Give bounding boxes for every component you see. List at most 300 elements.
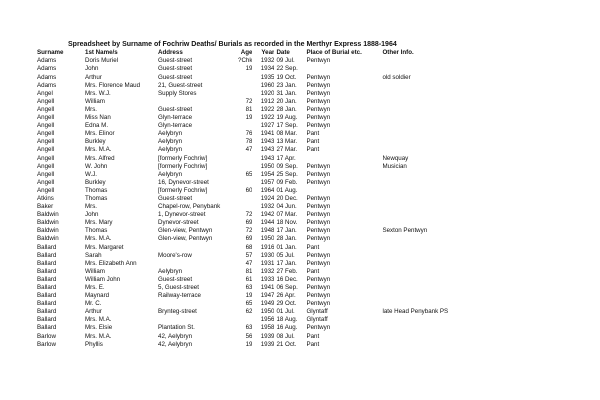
cell-year: 1932 — [260, 203, 275, 211]
cell-surname: Atkins — [37, 194, 54, 202]
cell-date: 01 Jul. — [276, 308, 295, 316]
cell-place: Pant — [306, 138, 320, 146]
cell-year: 1941 — [260, 130, 275, 138]
cell-info — [382, 268, 482, 276]
cell-year: 1947 — [260, 292, 275, 300]
table-row — [37, 73, 482, 81]
cell-info — [382, 332, 482, 340]
cell-info — [382, 122, 482, 130]
cell-date: 20 Jan. — [276, 97, 297, 105]
cell-address: 42, Aelybryn — [158, 340, 193, 348]
cell-place — [306, 187, 382, 195]
cell-surname: Ballard — [37, 267, 57, 275]
header-row — [37, 49, 482, 57]
cell-first-names: Sarah — [85, 251, 102, 259]
col-first-names: 1st Name/s — [85, 49, 118, 57]
cell-address: Aelybryn — [158, 138, 183, 146]
cell-first-names: Burkley — [85, 178, 106, 186]
cell-surname: Angell — [37, 122, 55, 130]
table-row — [37, 284, 482, 292]
cell-age — [238, 195, 252, 203]
cell-age: 56 — [245, 332, 253, 340]
cell-age: 65 — [245, 300, 253, 308]
cell-year: 1934 — [260, 65, 275, 73]
cell-address: Guest-street — [158, 57, 193, 65]
cell-place: Pentwyn — [306, 211, 331, 219]
cell-surname: Adams — [37, 57, 57, 65]
table-row — [37, 292, 482, 300]
col-other-info: Other Info. — [382, 49, 414, 57]
cell-first-names: William — [85, 97, 105, 105]
cell-address: Plantation St. — [158, 324, 195, 332]
cell-address: Aelybryn — [158, 130, 183, 138]
cell-surname: Angell — [37, 97, 55, 105]
cell-date: 28 Jan. — [276, 235, 297, 243]
cell-age: 81 — [245, 105, 253, 113]
table-row — [37, 130, 482, 138]
col-place-of-burial: Place of Burial etc. — [306, 49, 362, 57]
cell-address — [158, 243, 238, 251]
cell-info — [382, 170, 482, 178]
cell-date: 21 Oct. — [276, 340, 297, 348]
cell-first-names: Phyllis — [85, 340, 103, 348]
cell-year: 1924 — [260, 194, 275, 202]
cell-first-names: Mrs. E. — [85, 284, 105, 292]
cell-address: 42, Aelybryn — [158, 332, 193, 340]
cell-info — [382, 284, 482, 292]
cell-surname: Adams — [37, 65, 57, 73]
cell-place: Pentwyn — [306, 203, 331, 211]
cell-age: 19 — [245, 292, 253, 300]
cell-year: 1922 — [260, 105, 275, 113]
cell-date: 22 Sep. — [276, 65, 298, 73]
cell-address: 21, Guest-street — [158, 81, 203, 89]
table-row — [37, 219, 482, 227]
cell-first-names: John — [85, 65, 99, 73]
cell-year: 1932 — [260, 57, 275, 65]
cell-address: Glyn-terrace — [158, 122, 193, 130]
cell-place: Pant — [306, 340, 320, 348]
cell-age: 68 — [245, 243, 253, 251]
cell-surname: Ballard — [37, 259, 57, 267]
cell-first-names: Mrs. — [85, 105, 98, 113]
cell-address: Glen-view, Pentwyn — [158, 235, 213, 243]
cell-first-names: Mr. C. — [85, 300, 102, 308]
cell-info: Sexton Pentwyn — [382, 227, 428, 235]
cell-place: Pentwyn — [306, 259, 331, 267]
cell-age — [238, 316, 252, 324]
cell-first-names: Mrs. W.J. — [85, 89, 111, 97]
cell-first-names: Thomas — [85, 194, 108, 202]
cell-first-names: Maynard — [85, 292, 110, 300]
cell-address — [158, 300, 238, 308]
cell-age: 63 — [245, 284, 253, 292]
burials-table — [37, 49, 482, 348]
cell-date: 31 Jan. — [276, 89, 297, 97]
cell-age: 65 — [245, 170, 253, 178]
table-body — [37, 57, 482, 348]
cell-age: 19 — [245, 114, 253, 122]
cell-info: Newquay — [382, 154, 409, 162]
cell-info: Musician — [382, 162, 407, 170]
cell-first-names: Thomas — [85, 227, 108, 235]
table-row — [37, 114, 482, 122]
cell-age: 72 — [245, 211, 253, 219]
cell-first-names: Mrs. Margaret — [85, 243, 124, 251]
cell-place: Pentwyn — [306, 324, 331, 332]
cell-place: Pant — [306, 130, 320, 138]
col-age: Age — [240, 49, 253, 57]
table-row — [37, 146, 482, 154]
cell-place: Glyntaff — [306, 308, 328, 316]
cell-date: 01 Aug. — [276, 186, 298, 194]
table-row — [37, 276, 482, 284]
cell-first-names: Edna M. — [85, 122, 109, 130]
table-row — [37, 154, 482, 162]
cell-date: 29 Oct. — [276, 300, 297, 308]
cell-address: [formerly Fochriw] — [158, 162, 208, 170]
cell-info — [382, 146, 482, 154]
table-row — [37, 332, 482, 340]
cell-info — [382, 195, 482, 203]
cell-surname: Ballard — [37, 243, 57, 251]
cell-info — [382, 98, 482, 106]
cell-year: 1964 — [260, 186, 275, 194]
cell-first-names: Mrs. M.A. — [85, 235, 112, 243]
cell-age: 69 — [245, 235, 253, 243]
cell-age: 60 — [245, 186, 253, 194]
cell-date: 05 Jul. — [276, 251, 295, 259]
table-row — [37, 251, 482, 259]
cell-year: 1943 — [260, 146, 275, 154]
cell-date: 16 Aug. — [276, 324, 298, 332]
cell-first-names: W. John — [85, 162, 108, 170]
cell-place: Pentwyn — [306, 105, 331, 113]
cell-year: 1933 — [260, 275, 275, 283]
cell-info: old soldier — [382, 73, 411, 81]
cell-info — [382, 243, 482, 251]
cell-year: 1912 — [260, 97, 275, 105]
cell-year: 1942 — [260, 211, 275, 219]
table-row — [37, 170, 482, 178]
cell-date: 26 Apr. — [276, 292, 296, 300]
table-row — [37, 195, 482, 203]
cell-surname: Ballard — [37, 300, 57, 308]
cell-info — [382, 57, 482, 65]
table-row — [37, 308, 482, 316]
cell-info — [382, 219, 482, 227]
cell-place: Pant — [306, 243, 320, 251]
cell-first-names: Arthur — [85, 308, 102, 316]
cell-place: Pentwyn — [306, 89, 331, 97]
cell-age: 47 — [245, 259, 253, 267]
cell-place: Glyntaff — [306, 316, 328, 324]
cell-year: 1922 — [260, 114, 275, 122]
cell-date: 18 Aug. — [276, 316, 298, 324]
table-row — [37, 268, 482, 276]
cell-address: Chapel-row, Penybank — [158, 203, 221, 211]
cell-age: 69 — [245, 219, 253, 227]
cell-place: Pentwyn — [306, 219, 331, 227]
cell-date: 17 Sep. — [276, 122, 298, 130]
cell-place: Pentwyn — [306, 170, 331, 178]
cell-date: 17 Jan. — [276, 227, 297, 235]
cell-surname: Ballard — [37, 292, 57, 300]
cell-info: late Head Penybank PS — [382, 308, 449, 316]
table-row — [37, 259, 482, 267]
cell-date: 27 Feb. — [276, 267, 298, 275]
cell-surname: Ballard — [37, 251, 57, 259]
cell-place: Pentwyn — [306, 73, 331, 81]
cell-first-names: John — [85, 211, 99, 219]
cell-date: 01 Jan. — [276, 243, 297, 251]
cell-year: 1957 — [260, 178, 275, 186]
cell-year: 1950 — [260, 235, 275, 243]
cell-age — [238, 89, 252, 97]
cell-address: Glyn-terrace — [158, 114, 193, 122]
table-row — [37, 57, 482, 65]
cell-info — [382, 251, 482, 259]
cell-address — [158, 98, 238, 106]
cell-year: 1930 — [260, 251, 275, 259]
cell-age: 63 — [245, 324, 253, 332]
cell-year: 1939 — [260, 332, 275, 340]
cell-surname: Angell — [37, 130, 55, 138]
cell-address: Glen-view, Pentwyn — [158, 227, 213, 235]
cell-date: 07 Mar. — [276, 211, 298, 219]
cell-place: Pentwyn — [306, 284, 331, 292]
cell-first-names: Arthur — [85, 73, 102, 81]
cell-year: 1949 — [260, 300, 275, 308]
cell-date: 19 Oct. — [276, 73, 297, 81]
cell-age: 57 — [245, 251, 253, 259]
cell-age — [238, 73, 252, 81]
cell-year: 1960 — [260, 81, 275, 89]
cell-place: Pentwyn — [306, 300, 331, 308]
table-row — [37, 227, 482, 235]
cell-place: Pentwyn — [306, 122, 331, 130]
cell-year: 1935 — [260, 73, 275, 81]
cell-first-names: Thomas — [85, 186, 108, 194]
cell-info — [382, 300, 482, 308]
cell-date: 18 Nov. — [276, 219, 298, 227]
cell-place: Pant — [306, 267, 320, 275]
cell-info — [382, 276, 482, 284]
cell-first-names: W.J. — [85, 170, 98, 178]
cell-address: 5, Guest-street — [158, 284, 199, 292]
cell-surname: Ballard — [37, 324, 57, 332]
cell-info — [382, 259, 482, 267]
cell-address: Aelybryn — [158, 170, 183, 178]
cell-age: 62 — [245, 308, 253, 316]
cell-info — [382, 235, 482, 243]
table-row — [37, 235, 482, 243]
cell-address: Railway-terrace — [158, 292, 201, 300]
cell-address: Dynevor-street — [158, 219, 199, 227]
cell-info — [382, 89, 482, 97]
cell-place: Pant — [306, 146, 320, 154]
cell-place: Pentwyn — [306, 235, 331, 243]
cell-first-names: Mrs. M.A. — [85, 146, 112, 154]
cell-address: [formerly Fochriw] — [158, 186, 208, 194]
table-row — [37, 203, 482, 211]
cell-date: 08 Jul. — [276, 332, 295, 340]
cell-surname: Baldwin — [37, 219, 59, 227]
table-row — [37, 65, 482, 73]
cell-year: 1916 — [260, 243, 275, 251]
cell-date: 08 Mar. — [276, 130, 298, 138]
table-row — [37, 122, 482, 130]
cell-date: 19 Aug. — [276, 114, 298, 122]
cell-year: 1954 — [260, 170, 275, 178]
cell-place: Pentwyn — [306, 57, 331, 65]
table-row — [37, 243, 482, 251]
cell-date: 04 Jun. — [276, 203, 297, 211]
table-row — [37, 211, 482, 219]
cell-year: 1941 — [260, 284, 275, 292]
cell-date: 20 Dec. — [276, 194, 298, 202]
cell-date: 23 Jan. — [276, 81, 297, 89]
table-row — [37, 89, 482, 97]
table-row — [37, 106, 482, 114]
cell-date: 17 Apr. — [276, 154, 296, 162]
cell-place: Pant — [306, 332, 320, 340]
cell-age — [238, 154, 252, 162]
cell-surname: Angell — [37, 114, 55, 122]
cell-year: 1920 — [260, 89, 275, 97]
cell-address: Guest-street — [158, 194, 193, 202]
cell-info — [382, 203, 482, 211]
cell-first-names: Mrs. Alfred — [85, 154, 115, 162]
cell-age — [238, 203, 252, 211]
cell-address: 1, Dynevor-street — [158, 211, 206, 219]
cell-surname: Angell — [37, 170, 55, 178]
cell-place: Pentwyn — [306, 251, 331, 259]
table-row — [37, 98, 482, 106]
table-row — [37, 179, 482, 187]
cell-address: Guest-street — [158, 73, 193, 81]
cell-date: 28 Jan. — [276, 105, 297, 113]
cell-year: 1939 — [260, 340, 275, 348]
cell-year: 1948 — [260, 227, 275, 235]
cell-first-names: Mrs. M.A. — [85, 332, 112, 340]
cell-date: 09 Sep. — [276, 162, 298, 170]
cell-address — [158, 259, 238, 267]
cell-date: 27 Mar. — [276, 146, 298, 154]
table-row — [37, 340, 482, 348]
cell-first-names: William — [85, 267, 105, 275]
cell-age — [238, 162, 252, 170]
table-row — [37, 138, 482, 146]
cell-age: ?Chk — [238, 57, 253, 65]
cell-surname: Angell — [37, 154, 55, 162]
cell-place: Pentwyn — [306, 194, 331, 202]
cell-info — [382, 114, 482, 122]
cell-address: Guest-street — [158, 275, 193, 283]
cell-surname: Baldwin — [37, 227, 59, 235]
cell-age: 61 — [245, 275, 253, 283]
cell-surname: Angell — [37, 186, 55, 194]
cell-first-names: Mrs. Elizabeth Ann — [85, 259, 137, 267]
cell-surname: Angell — [37, 105, 55, 113]
cell-address: [formerly Fochriw] — [158, 154, 208, 162]
cell-info — [382, 316, 482, 324]
cell-first-names: Mrs. Elinor — [85, 130, 115, 138]
cell-surname: Barlow — [37, 340, 56, 348]
cell-info — [382, 81, 482, 89]
cell-place: Pentwyn — [306, 275, 331, 283]
cell-info — [382, 179, 482, 187]
cell-address: Guest-street — [158, 65, 193, 73]
cell-date: 16 Dec. — [276, 275, 298, 283]
cell-surname: Adams — [37, 73, 57, 81]
table-row — [37, 316, 482, 324]
cell-place: Pentwyn — [306, 292, 331, 300]
cell-age: 78 — [245, 138, 253, 146]
cell-age — [238, 81, 252, 89]
cell-age: 76 — [245, 130, 253, 138]
cell-year: 1943 — [260, 138, 275, 146]
cell-year: 1927 — [260, 122, 275, 130]
cell-surname: Angel — [37, 89, 53, 97]
cell-year: 1943 — [260, 154, 275, 162]
cell-info — [382, 292, 482, 300]
cell-age: 72 — [245, 97, 253, 105]
cell-info — [382, 106, 482, 114]
cell-first-names: William John — [85, 275, 121, 283]
cell-address: Guest-street — [158, 105, 193, 113]
cell-address: Brynteg-street — [158, 308, 197, 316]
cell-place: Pentwyn — [306, 114, 331, 122]
cell-surname: Adams — [37, 81, 57, 89]
cell-date: 25 Sep. — [276, 170, 298, 178]
cell-first-names: Burkley — [85, 138, 106, 146]
table-row — [37, 324, 482, 332]
cell-place — [306, 154, 382, 162]
cell-surname: Ballard — [37, 275, 57, 283]
cell-address: Supply Stores — [158, 89, 197, 97]
col-year: Year — [261, 49, 275, 57]
cell-date: 09 Feb. — [276, 178, 298, 186]
table-row — [37, 300, 482, 308]
cell-info — [382, 340, 482, 348]
cell-first-names: Doris Muriel — [85, 57, 119, 65]
cell-info — [382, 324, 482, 332]
cell-first-names: Mrs. M.A. — [85, 316, 112, 324]
cell-surname: Baldwin — [37, 235, 59, 243]
cell-age: 81 — [245, 267, 253, 275]
cell-surname: Angell — [37, 146, 55, 154]
col-address: Address — [158, 49, 183, 57]
cell-info — [382, 65, 482, 73]
cell-address: Aelybryn — [158, 267, 183, 275]
col-date: Date — [276, 49, 290, 57]
cell-place: Pentwyn — [306, 227, 331, 235]
cell-address: Moore's-row — [158, 251, 192, 259]
cell-info — [382, 130, 482, 138]
cell-year: 1944 — [260, 219, 275, 227]
cell-year: 1932 — [260, 267, 275, 275]
table-row — [37, 187, 482, 195]
cell-address — [158, 316, 238, 324]
cell-surname: Ballard — [37, 284, 57, 292]
cell-address: Aelybryn — [158, 146, 183, 154]
col-surname: Surname — [37, 49, 64, 57]
cell-age: 19 — [245, 65, 253, 73]
cell-surname: Baldwin — [37, 211, 59, 219]
cell-first-names: Mrs. — [85, 203, 98, 211]
cell-surname: Angell — [37, 138, 55, 146]
